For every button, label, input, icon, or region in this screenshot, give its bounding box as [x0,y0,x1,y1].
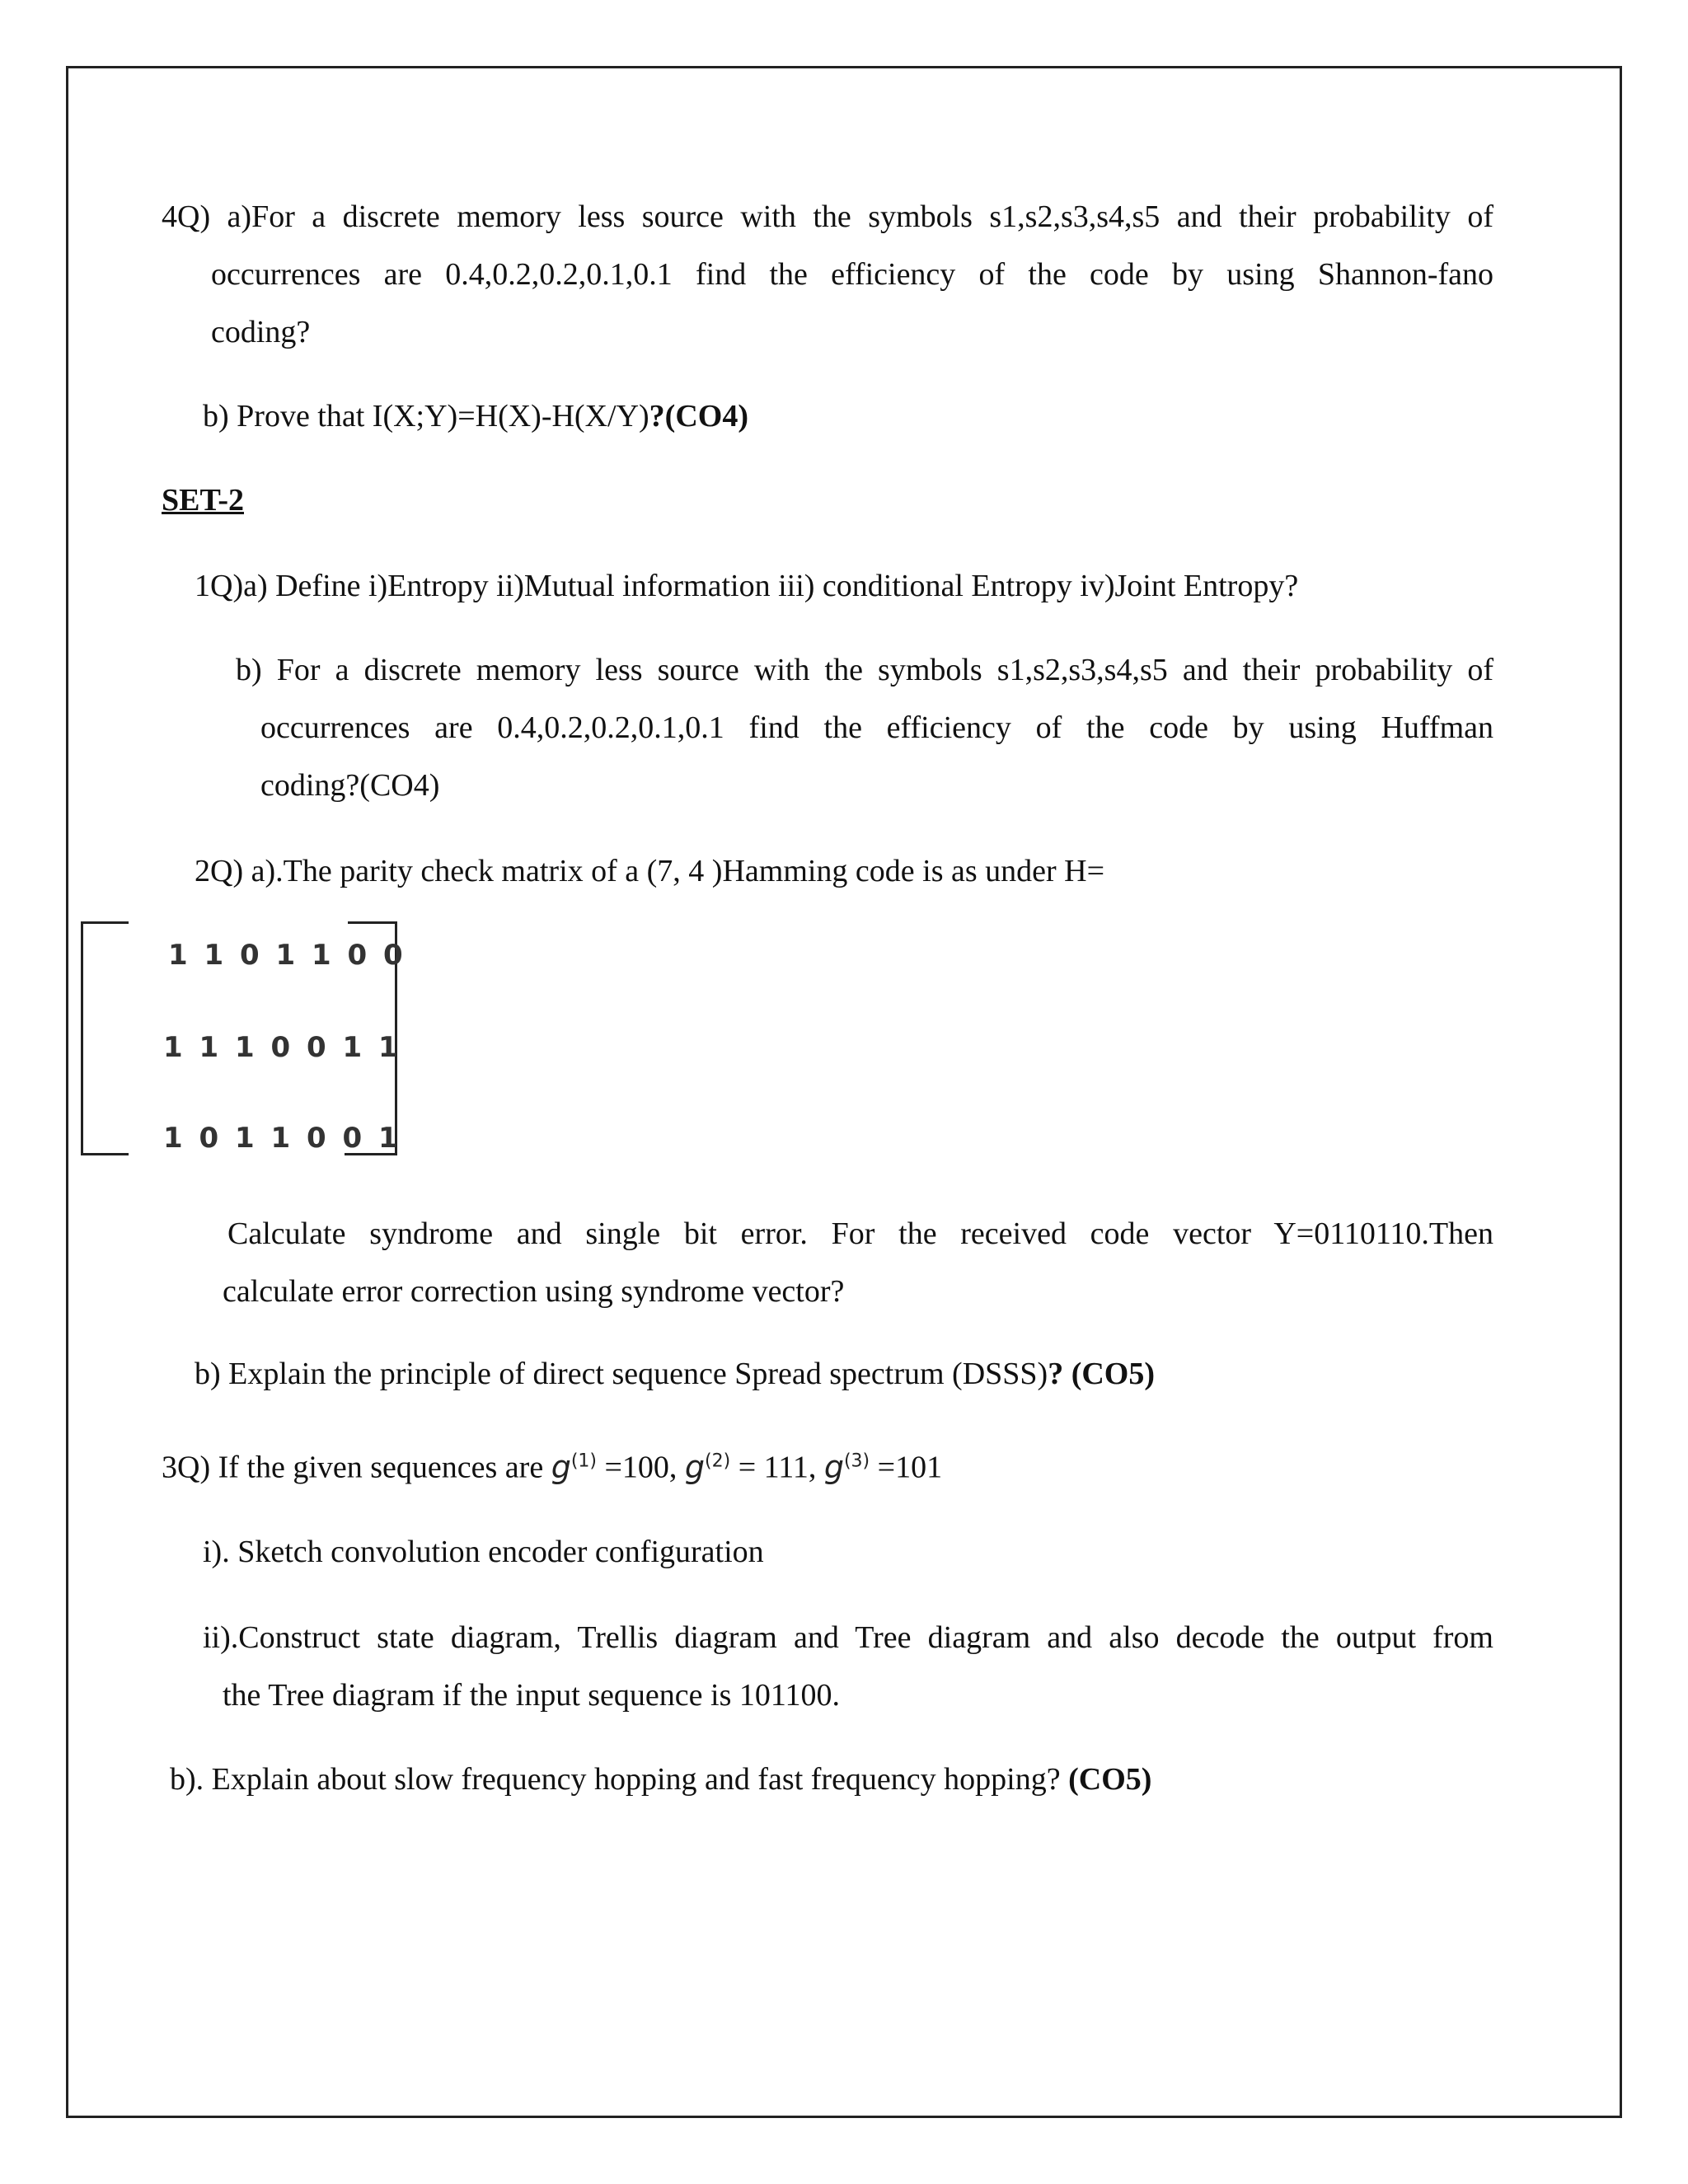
s2-b [195,1355,1155,1393]
s3-intro-text: 3Q) If the given sequences are [162,1450,551,1485]
s2-b-text: b) Explain the principle of direct sequence Spread spectrum (DSSS) [195,1357,1048,1391]
page-border [66,66,1622,2118]
s3-b [170,1760,1151,1798]
bracket-right-top [348,921,397,924]
s3-i: i). Sketch convolution encoder configuration [203,1535,764,1569]
q4-a-line3: coding? [211,315,311,349]
s3-b-text: b). Explain about slow frequency hopping and fast frequency hopping? [170,1762,1069,1797]
s1-b-line1: b) For a discrete memory less source with the symbols s1,s2,s3,s4,s5 and their probability of [236,653,1493,687]
g2-symbol: $g^{(2)}$ [684,1448,731,1485]
matrix-row-3: 1 0 1 1 0 0 1 [163,1122,401,1155]
g1-value: =100, [596,1450,685,1485]
q4-b-text: b) Prove that I(X;Y)=H(X)-H(X/Y) [203,399,649,434]
s2-a: 2Q) a).The parity check matrix of a (7, 4 )Hamming code is as under H= [195,854,1105,888]
s3-ii-line2: the Tree diagram if the input sequence is 101100. [223,1678,840,1713]
s2-calc-line1: Calculate syndrome and single bit error. For the received code vector Y=0110110.Then [227,1216,1493,1251]
q4-a-line2: occurrences are 0.4,0.2,0.2,0.1,0.1 find the efficiency of the code by using Shannon-fano [211,257,1493,292]
s3-b-co: (CO5) [1068,1762,1152,1797]
bracket-left-top [81,921,129,924]
q4-b-co: ?(CO4) [649,399,748,434]
set-title: SET-2 [162,483,244,518]
matrix-row-1: 1 1 0 1 1 0 0 [168,939,406,972]
s1-b-line3: coding?(CO4) [260,768,440,803]
s1-b-line2: occurrences are 0.4,0.2,0.2,0.1,0.1 find the efficiency of the code by using Huffman [260,710,1493,745]
g3-value: =101 [870,1450,943,1485]
s2-b-co: ? (CO5) [1048,1357,1156,1391]
q4-b [203,397,748,435]
bracket-left [81,921,83,1155]
bracket-left-bottom [81,1153,129,1155]
s3-intro [162,1442,942,1487]
s1-a: 1Q)a) Define i)Entropy ii)Mutual information iii) conditional Entropy iv)Joint Entropy? [195,569,1299,603]
matrix-row-2: 1 1 1 0 0 1 1 [163,1031,401,1064]
g3-symbol: $g^{(3)}$ [823,1448,870,1485]
g1-symbol: $g^{(1)}$ [551,1448,597,1485]
g2-value: = 111, [730,1450,824,1485]
s2-calc-line2: calculate error correction using syndrome vector? [223,1274,845,1309]
q4-a-line1: 4Q) a)For a discrete memory less source with the symbols s1,s2,s3,s4,s5 and their probability of [162,199,1493,234]
s3-ii-line1: ii).Construct state diagram, Trellis diagram and Tree diagram and also decode the output from [203,1620,1493,1655]
